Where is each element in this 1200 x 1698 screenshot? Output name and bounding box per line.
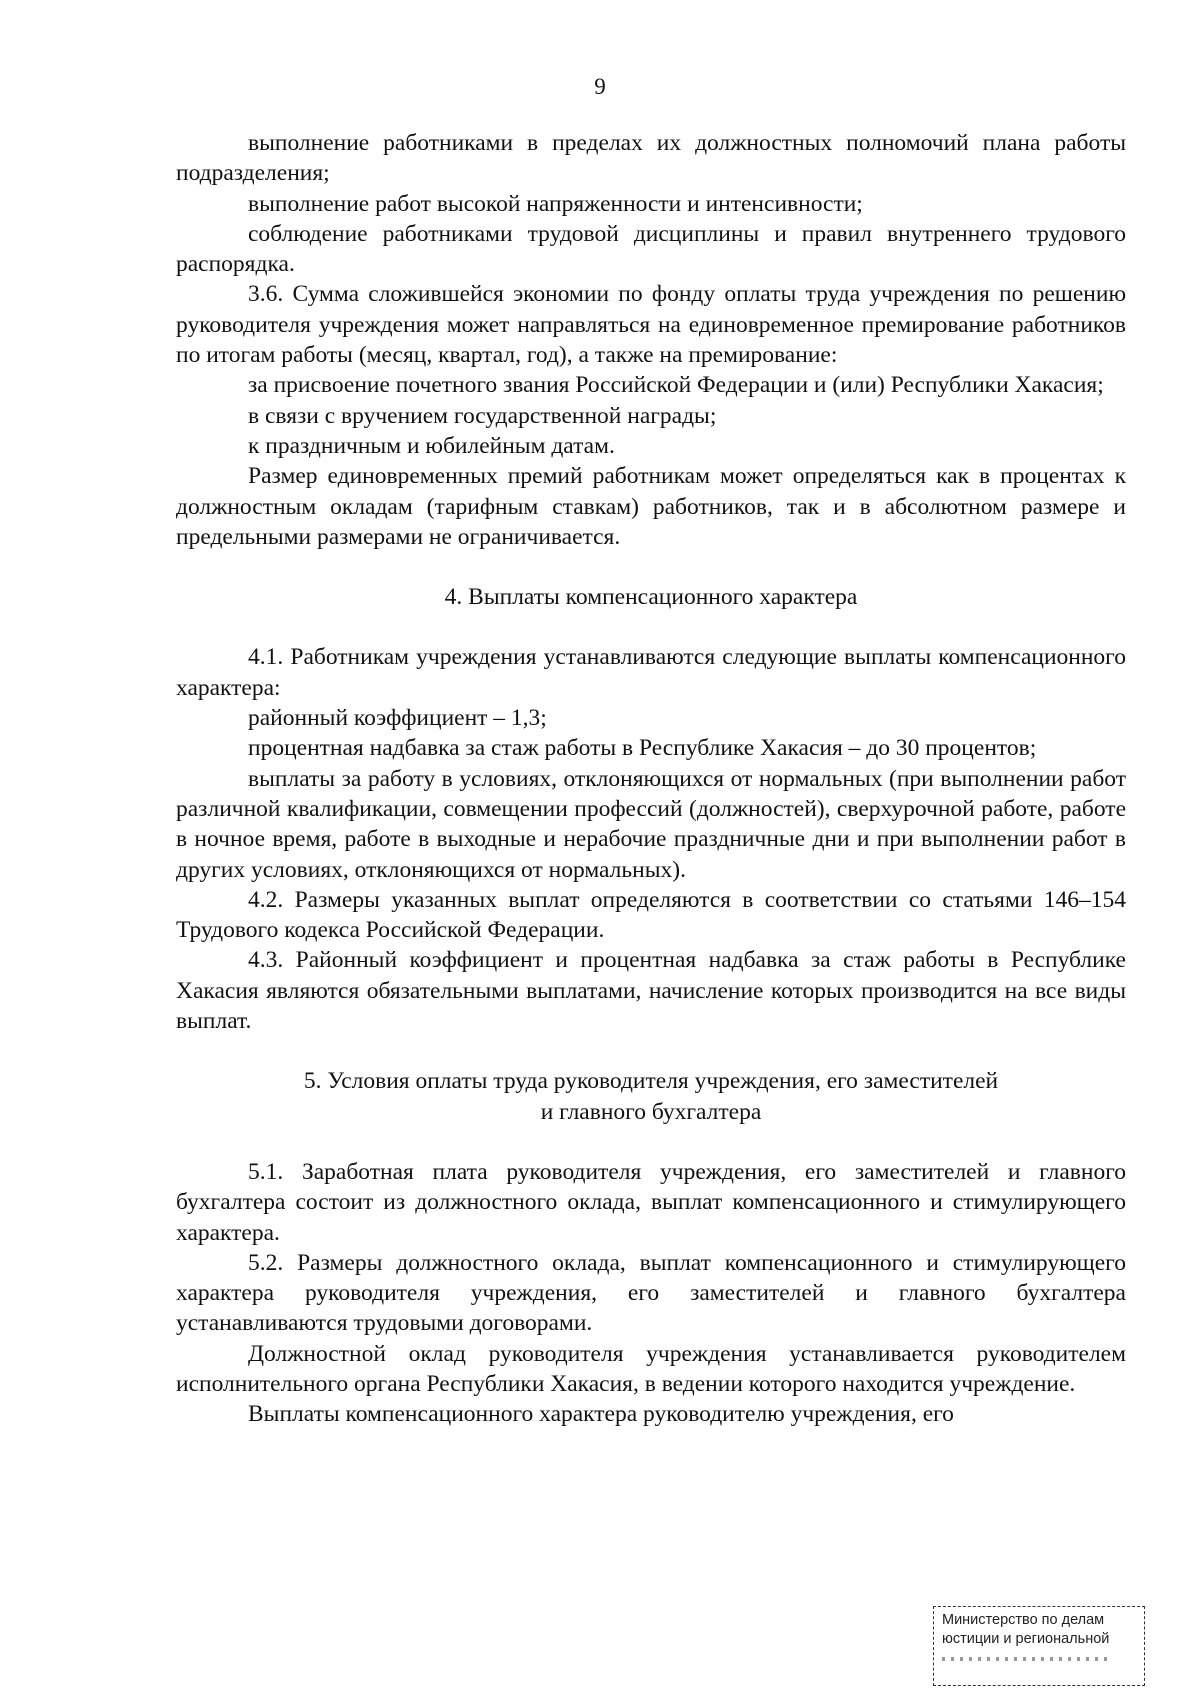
section-spacer	[176, 552, 1126, 582]
stamp-line-1: Министерство по делам	[942, 1612, 1105, 1628]
paragraph: выполнение работниками в пределах их должностных полномочий плана работы подразделения;	[176, 130, 1126, 187]
paragraph: 4.1. Работникам учреждения устанавливаются следующие выплаты компенсационного характера:	[176, 644, 1126, 701]
paragraph: 5.1. Заработная плата руководителя учреждения, его заместителей и главного бухгалтера состоит из должностного оклада, выплат компенсационного и стимулирующего характера.	[176, 1158, 1126, 1246]
paragraph: Должностной оклад руководителя учреждения устанавливается руководителем исполнительного органа Республики Хакасия, в ведении которого находится учреждение.	[176, 1340, 1126, 1397]
section-spacer	[176, 1036, 1126, 1066]
section-heading: 4. Выплаты компенсационного характера	[444, 584, 858, 611]
section-heading: и главного бухгалтера	[540, 1098, 762, 1125]
paragraph: Размер единовременных премий работникам может определяться как в процентах к должностным окладам (тарифным ставкам) работников, так и в абсолютном размере и предельными размерами не ограничивается.	[176, 463, 1126, 550]
paragraph: районный коэффициент – 1,3;	[248, 705, 547, 732]
page-number: 9	[594, 74, 606, 99]
paragraph: выплаты за работу в условиях, отклоняющихся от нормальных (при выполнении работ различной квалификации, совмещении профессий (должностей), сверхурочной работе, работе в ночное время, работе в выходные и нерабочие праздничные дни и при выполнении работ в других условиях, отклоняющихся от нормальных).	[176, 765, 1126, 883]
section-spacer	[176, 1127, 1126, 1157]
paragraph: 3.6. Сумма сложившейся экономии по фонду оплаты труда учреждения по решению руководителя учреждения может направляться на единовременное премирование работников по итогам работы (месяц, квартал, год), а также на премирование:	[176, 281, 1126, 369]
section-heading: 5. Условия оплаты труда руководителя учреждения, его заместителей	[303, 1068, 999, 1095]
paragraph: за присвоение почетного звания Российской Федерации и (или) Республики Хакасия;	[248, 372, 1104, 399]
paragraph: соблюдение работниками трудовой дисциплины и правил внутреннего трудового распорядка.	[176, 220, 1126, 278]
paragraph: процентная надбавка за стаж работы в Республике Хакасия – до 30 процентов;	[248, 735, 1037, 762]
paragraph: в связи с вручением государственной награды;	[248, 402, 717, 429]
stamp-illegible-text	[942, 1657, 1112, 1661]
document-body	[176, 128, 1126, 1430]
stamp-line-2: юстиции и региональной	[942, 1631, 1110, 1647]
paragraph: 4.2. Размеры указанных выплат определяются в соответствии со статьями 146–154 Трудового кодекса Российской Федерации.	[176, 886, 1126, 944]
paragraph: Выплаты компенсационного характера руководителю учреждения, его	[248, 1401, 954, 1428]
registration-stamp	[933, 1606, 1145, 1686]
paragraph: 4.3. Районный коэффициент и процентная надбавка за стаж работы в Республике Хакасия являются обязательными выплатами, начисление которых производится на все виды выплат.	[176, 947, 1126, 1035]
paragraph: к праздничным и юбилейным датам.	[248, 432, 615, 459]
section-spacer	[176, 612, 1126, 642]
paragraph: выполнение работ высокой напряженности и интенсивности;	[248, 190, 863, 217]
paragraph: 5.2. Размеры должностного оклада, выплат компенсационного и стимулирующего характера руководителя учреждения, его заместителей и главного бухгалтера устанавливаются трудовыми договорами.	[176, 1249, 1126, 1337]
